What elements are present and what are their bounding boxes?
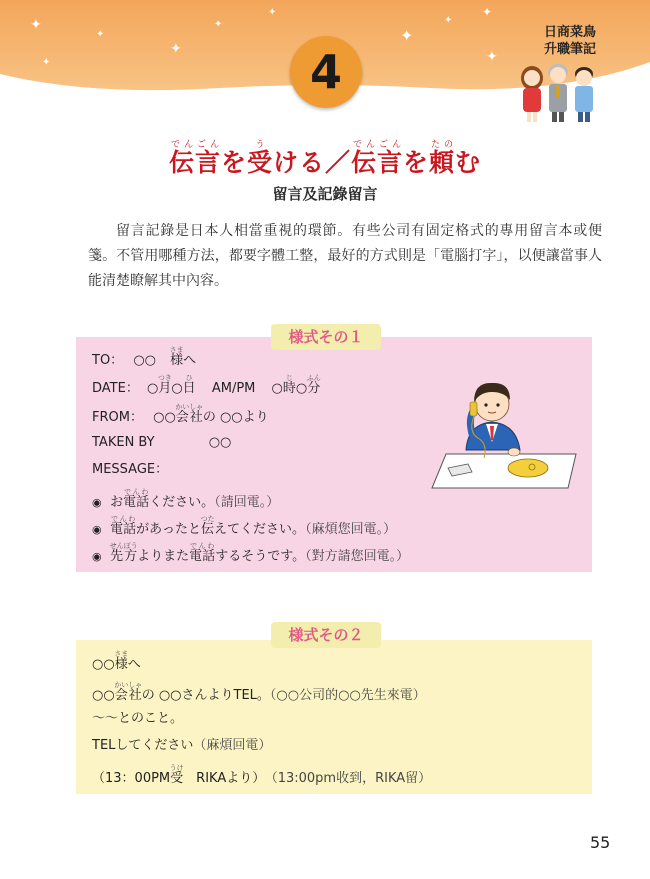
series-title-line1: 日商菜鳥 <box>543 25 596 40</box>
text: RIKAより） <box>183 771 266 786</box>
title-text: ける／ <box>272 148 351 177</box>
text: の ○○さんよりTEL。 <box>141 688 270 703</box>
businessman-phone-illustration <box>428 372 580 492</box>
series-title <box>520 24 620 58</box>
form-2-tab: 様式その２ <box>271 622 381 648</box>
furigana: ふん <box>306 374 321 382</box>
intro-paragraph: 留言記錄是日本人相當重視的環節。有些公司有固定格式的專用留言本或便箋。不管用哪種方法，都要字體工整，最好的方式則是「電腦打字」，以便讓當事人能清楚瞭解其中內容。 <box>88 223 602 289</box>
title-text: を <box>220 148 247 177</box>
taken-by-value: ○○ <box>208 435 232 450</box>
form1-message-item <box>92 542 409 566</box>
text: 会社 <box>175 410 204 425</box>
ruby <box>169 346 184 368</box>
furigana: じ <box>282 374 296 382</box>
ampm-text: AM/PM <box>211 381 256 396</box>
ruby <box>114 650 129 672</box>
text: するそうです。 <box>215 549 306 564</box>
radio-bullet-icon: ◉ <box>92 550 102 563</box>
ruby <box>114 681 143 703</box>
form2-line <box>92 737 271 755</box>
star-icon: ✦ <box>444 15 453 26</box>
translation: （請回電。） <box>214 495 280 510</box>
star-icon: ✦ <box>486 49 498 65</box>
ruby <box>182 374 196 396</box>
form1-taken-line <box>92 434 231 452</box>
furigana: かいしゃ <box>175 403 204 411</box>
ruby <box>175 403 204 425</box>
furigana: さま <box>114 650 129 658</box>
form1-message-label: MESSAGE： <box>92 462 169 477</box>
to-label: TO： <box>92 353 124 368</box>
furigana: でんごん <box>168 140 221 150</box>
form2-line: ～～とのこと。 <box>92 711 184 726</box>
text: 日 <box>182 381 196 396</box>
star-icon: ✦ <box>482 5 493 19</box>
form1-from-line <box>92 403 269 427</box>
text: TELしてください <box>92 738 194 753</box>
furigana: つた <box>200 515 215 523</box>
translation: （13:00pm收到，RIKA留） <box>271 771 432 786</box>
radio-bullet-icon: ◉ <box>92 496 102 509</box>
furigana: でんわ <box>123 488 150 496</box>
star-icon: ✦ <box>96 29 105 40</box>
text: 時 <box>282 381 296 396</box>
translation: （麻煩您回電。） <box>305 522 397 537</box>
star-icon: ✦ <box>268 7 277 18</box>
title-text: を <box>403 148 430 177</box>
translation: （對方請您回電。） <box>305 549 410 564</box>
lesson-subtitle: 留言及記錄留言 <box>272 185 378 203</box>
furigana: でんわ <box>110 515 137 523</box>
chapter-number: 4 <box>309 45 342 99</box>
star-icon: ✦ <box>170 41 182 57</box>
text: ○ <box>271 381 283 396</box>
text: ○ <box>295 381 308 396</box>
title-text: む <box>455 148 482 177</box>
text: 伝 <box>200 522 215 537</box>
form1-to-line <box>92 346 196 370</box>
page-number: 55 <box>590 833 611 852</box>
chapter-badge <box>290 36 362 108</box>
form1-message-item <box>92 515 396 539</box>
radio-bullet-icon: ◉ <box>92 523 102 536</box>
text: ○ <box>171 381 183 396</box>
text: えてください。 <box>214 522 306 537</box>
furigana: ひ <box>182 374 196 382</box>
form2-line <box>92 650 141 674</box>
title-text: 伝言 <box>351 148 404 177</box>
title-text: 伝言 <box>168 148 221 177</box>
lesson-title <box>0 140 650 179</box>
text: お <box>110 495 124 510</box>
translation: （麻煩回電） <box>193 738 272 753</box>
text: 受 <box>169 771 184 786</box>
ruby <box>169 764 184 786</box>
star-icon: ✦ <box>42 57 51 68</box>
text: ○○ <box>153 410 176 425</box>
text: ○○ <box>92 688 115 703</box>
date-label: DATE： <box>92 381 139 396</box>
furigana: さま <box>169 346 184 354</box>
title-ruby <box>429 140 456 177</box>
ruby <box>123 488 150 510</box>
text: ください。 <box>149 495 215 510</box>
from-label: FROM： <box>92 410 143 425</box>
furigana: う <box>246 140 273 150</box>
star-icon: ✦ <box>400 26 414 45</box>
text: 分 <box>306 381 321 396</box>
text: （13：00PM <box>92 771 171 786</box>
text: 電話 <box>123 495 150 510</box>
form1-date-line <box>92 374 321 398</box>
form-1-tab: 様式その１ <box>271 324 381 350</box>
furigana: でんごん <box>351 140 404 150</box>
text: 様 <box>114 657 129 672</box>
furigana: つき <box>157 374 172 382</box>
text: 先方 <box>109 549 138 564</box>
ruby <box>189 542 216 564</box>
text: へ <box>127 657 141 672</box>
ruby <box>306 374 321 396</box>
title-ruby <box>246 140 273 177</box>
text: 電話 <box>110 522 137 537</box>
office-characters-illustration <box>512 58 608 124</box>
text: 月 <box>157 381 172 396</box>
ruby <box>109 542 138 564</box>
text: ○ <box>146 381 159 396</box>
title-ruby <box>351 140 404 177</box>
form2-line <box>92 764 431 788</box>
form1-message-item <box>92 488 279 512</box>
text: 会社 <box>114 688 143 703</box>
star-icon: ✦ <box>30 17 42 33</box>
furigana: でんわ <box>189 542 216 550</box>
furigana: かいしゃ <box>114 681 143 689</box>
ruby <box>282 374 296 396</box>
text: の ○○より <box>202 410 269 425</box>
title-text: 頼 <box>429 148 456 177</box>
furigana: たの <box>429 140 456 150</box>
text: よりまた <box>137 549 190 564</box>
series-title-line2: 升職筆記 <box>543 42 596 57</box>
taken-by-label: TAKEN BY <box>92 435 155 450</box>
furigana: せんぽう <box>109 542 138 550</box>
form2-line <box>92 681 426 705</box>
text: ○○ <box>92 657 115 672</box>
text: へ <box>183 353 197 368</box>
furigana: うけ <box>169 764 184 772</box>
ruby <box>110 515 137 537</box>
text: 様 <box>169 353 184 368</box>
ruby <box>157 374 172 396</box>
title-ruby <box>168 140 221 177</box>
translation: （○○公司的○○先生來電） <box>269 688 426 703</box>
ruby <box>200 515 215 537</box>
text: があったと <box>136 522 202 537</box>
star-icon: ✦ <box>214 19 223 30</box>
text: 電話 <box>189 549 216 564</box>
title-text: 受 <box>246 148 273 177</box>
to-value: ○○ <box>133 353 157 368</box>
